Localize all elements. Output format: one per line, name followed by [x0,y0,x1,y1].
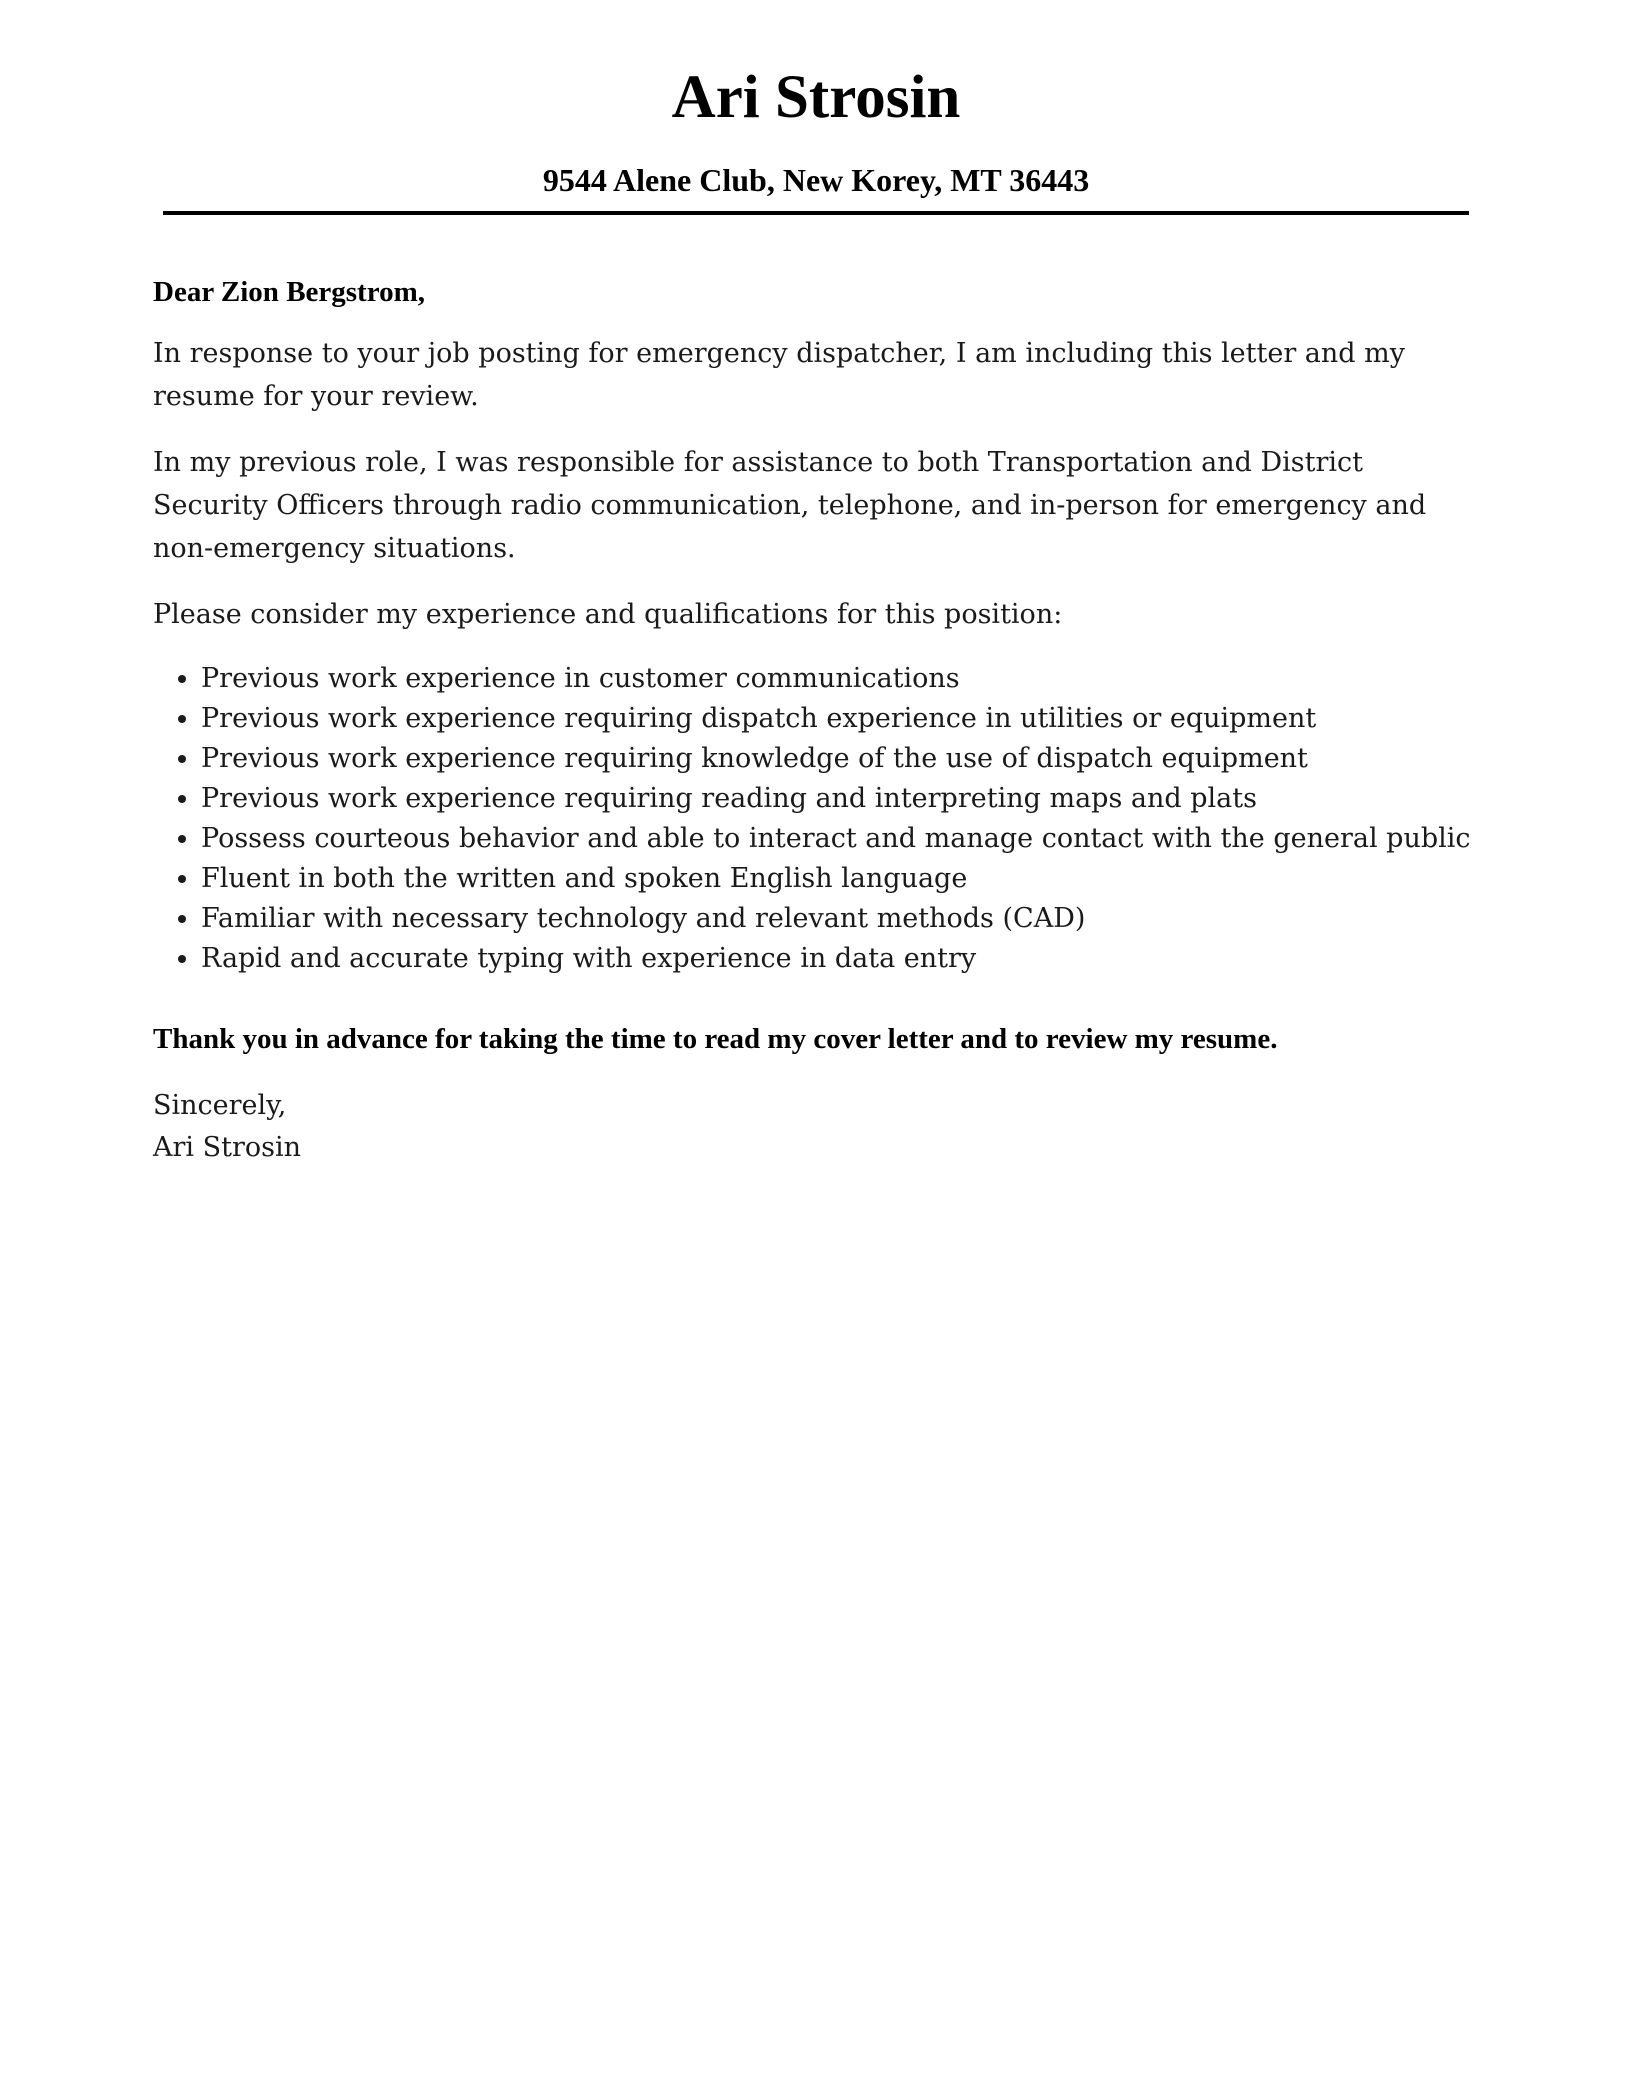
closing-statement: Thank you in advance for taking the time to read my cover letter and to review my resume. [153,1023,1278,1055]
list-item: • Rapid and accurate typing with experience in data entry [201,939,1473,979]
sender-address: 9544 Alene Club, New Korey, MT 36443 [542,162,1090,198]
qualifications-intro: Please consider my experience and qualifications for this position: [153,599,1063,630]
list-item: • Previous work experience requiring reading and interpreting maps and plats [201,779,1473,819]
salutation: Dear Zion Bergstrom, [153,276,425,308]
list-item: • Possess courteous behavior and able to interact and manage contact with the general public [201,819,1473,859]
list-item: • Previous work experience requiring knowledge of the use of dispatch equipment [201,739,1473,779]
list-item: • Previous work experience requiring dispatch experience in utilities or equipment [201,699,1473,739]
list-item: • Previous work experience in customer communications [201,659,1473,699]
letter-body [153,272,1473,1169]
list-item: • Familiar with necessary technology and relevant methods (CAD) [201,899,1473,939]
signature-name: Ari Strosin [153,1132,302,1163]
signoff-block [153,1085,1473,1169]
qualifications-list [153,659,1473,979]
intro-paragraph: In response to your job posting for emergency dispatcher, I am including this letter and my resume for your review. [153,338,1406,412]
experience-paragraph: In my previous role, I was responsible for assistance to both Transportation and District Security Officers through radio communication, telephone, and in-person for emergency and non-emergency situations. [153,447,1427,564]
letter-header [163,60,1469,200]
signoff-text: Sincerely, [153,1090,287,1121]
list-item: • Fluent in both the written and spoken English language [201,859,1473,899]
sender-name: Ari Strosin [671,64,961,131]
header-divider [163,211,1469,215]
